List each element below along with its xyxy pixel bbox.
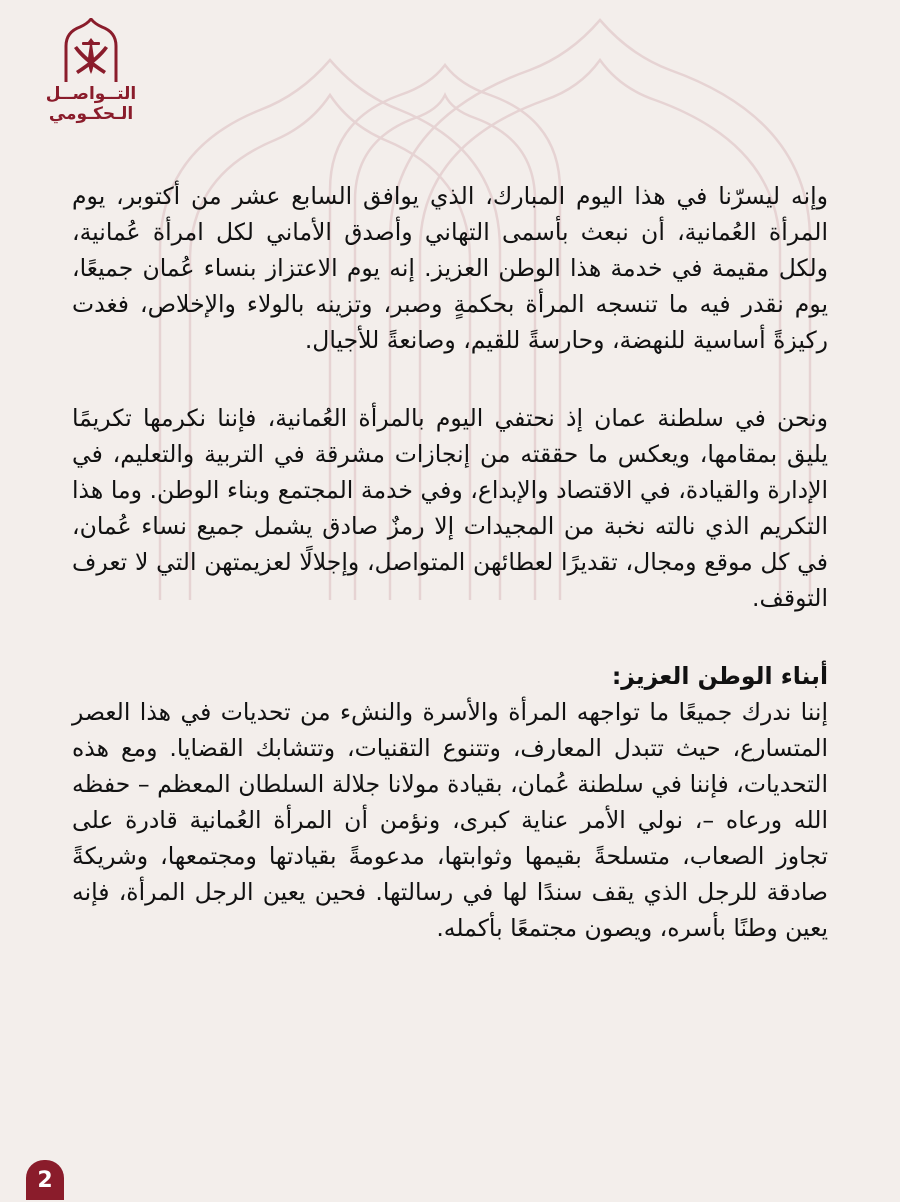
logo-text-line1: التــواصــل xyxy=(45,84,137,104)
paragraph-1: وإنه ليسرّنا في هذا اليوم المبارك، الذي يوافق السابع عشر من أكتوبر، يوم المرأة العُمانية، أن نبعث بأسمى التهاني وأصدق الأماني لكل امرأة عُمانية، ولكل مقيمة في خدمة هذا الوطن العزيز. إنه يوم الاعتزاز بنساء عُمان جميعًا، يوم نقدر فيه ما تنسجه المرأة بحكمةٍ وصبر، وتزينه بالولاء والإخلاص، فغدت ركيزةً أساسية للنهضة، وحارسةً للقيم، وصانعةً للأجيال. xyxy=(72,182,828,354)
paragraph-2: ونحن في سلطنة عمان إذ نحتفي اليوم بالمرأة العُمانية، فإننا نكرمها تكريمًا يليق بمقامها، ويعكس ما حققته من إنجازات مشرقة في التربية والتعليم، في الإدارة والقيادة، في الاقتصاد والإبداع، وفي خدمة المجتمع وبناء الوطن. وما هذا التكريم الذي نالته نخبة من المجيدات إلا رمزٌ صادق يشمل جميع نساء عُمان، في كل موقع ومجال، تقديرًا لعطائهن المتواصل، وإجلالًا لعزيمتهن التي لا تعرف التوقف. xyxy=(72,404,828,612)
oman-khanjar-emblem-icon xyxy=(60,18,122,84)
logo-text-line2: الـحكـومي xyxy=(48,104,134,124)
section-heading: أبناء الوطن العزيز: xyxy=(611,662,828,690)
logo xyxy=(36,18,146,148)
statement-body xyxy=(72,178,828,946)
paragraph-3: إننا ندرك جميعًا ما تواجهه المرأة والأسرة والنشء من تحديات في هذا العصر المتسارع، حيث تتبدل المعارف، وتتنوع التقنيات، وتتشابك القضايا. ومع هذه التحديات، فإننا في سلطنة عُمان، بقيادة مولانا جلالة السلطان المعظم – حفظه الله ورعاه –، نولي الأمر عناية كبرى، ونؤمن أن المرأة العُمانية قادرة على تجاوز الصعاب، متسلحةً بقيمها وثوابتها، مدعومةً بقيادتها ومجتمعها، وشريكةً صادقة للرجل الذي يقف سندًا لها في رسالتها. فحين يعين الرجل المرأة، فإنه يعين وطنًا بأسره، ويصون مجتمعًا بأكمله. xyxy=(72,698,828,942)
page-number: 2 xyxy=(26,1160,64,1200)
